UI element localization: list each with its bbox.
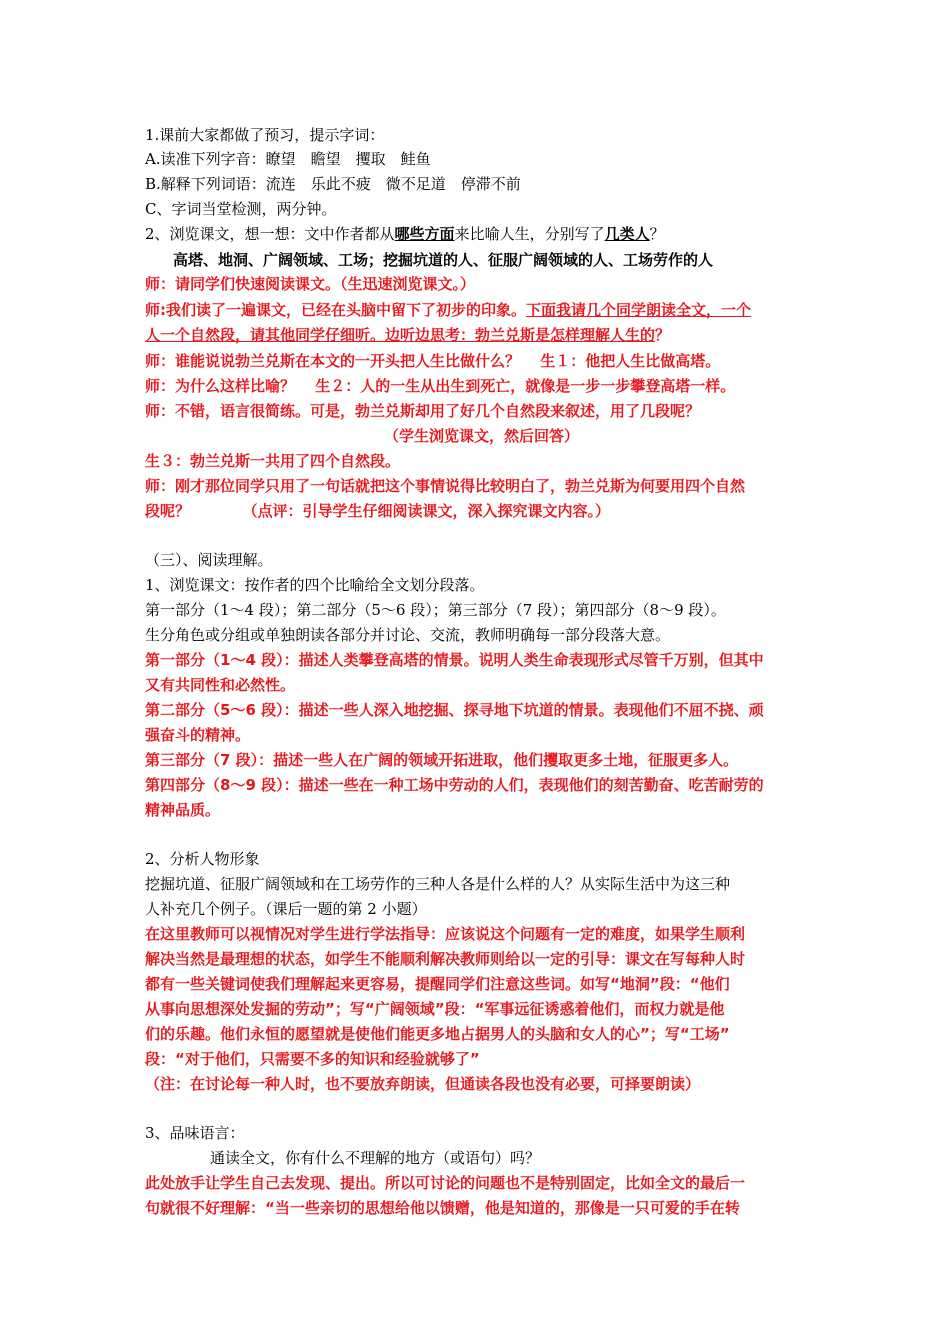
text-line: A.读准下列字音：瞭望 瞻望 攫取 鲑鱼 — [145, 150, 431, 168]
dialogue-line: 段呢？ （点评：引导学生仔细阅读课文，深入探究课文内容。） — [145, 502, 611, 520]
text-segment: ？ — [649, 225, 665, 243]
text-line: 第一部分（1～4 段）；第二部分（5～6 段）；第三部分（7 段）；第四部分（8～9 段）。 — [145, 601, 726, 619]
text-line: 生分角色或分组或单独朗读各部分并讨论、交流，教师明确每一部分段落大意。 — [145, 626, 671, 644]
question-line — [145, 222, 818, 246]
section-heading: 3、品味语言： — [145, 1124, 245, 1142]
red-text-line: 第二部分（5～6 段）：描述一些人深入地挖掘、探寻地下坑道的情景。表现他们不屈不挠、顽 — [145, 701, 764, 719]
red-text-line: 强奋斗的精神。 — [145, 726, 251, 744]
dialogue-line: 师：请同学们快速阅读课文。（生迅速浏览课文。） — [145, 275, 476, 293]
text-line: 挖掘坑道、征服广阔领域和在工场劳作的三种人各是什么样的人？从实际生活中为这三种 — [145, 875, 731, 893]
text-line: B.解释下列词语：流连 乐此不疲 微不足道 停滞不前 — [145, 175, 521, 193]
red-text-line: 又有共同性和必然性。 — [145, 676, 296, 694]
red-text-line: 解决当然是最理想的状态，如学生不能顺利解决教师则给以一定的引导：课文在写每种人时 — [145, 950, 746, 968]
emphasis-underlined: 几类人 — [604, 225, 650, 243]
red-text-line: 段：“对于他们，只需要不多的知识和经验就够了” — [145, 1050, 480, 1068]
dialogue-line: （学生浏览课文，然后回答） — [383, 427, 579, 445]
text-line: C、字词当堂检测，两分钟。 — [145, 200, 337, 218]
red-text-line: 都有一些关键词使我们理解起来更容易，提醒同学们注意这些词。如写“地洞”段：“他们 — [145, 975, 730, 993]
red-text-line: 在这里教师可以视情况对学生进行学法指导：应该说这个问题有一定的难度，如果学生顺利 — [145, 925, 746, 943]
red-text-line: 们的乐趣。他们永恒的愿望就是使他们能更多地占据男人的头脑和女人的心”；写“工场” — [145, 1025, 730, 1043]
underlined-text: 人一个自然段，请其他同学仔细听。边听边思考：勃兰兑斯是怎样理解人生的 — [145, 326, 656, 344]
answer-line: 高塔、地洞、广阔领域、工场；挖掘坑道的人、征服广阔领域的人、工场劳作的人 — [173, 251, 714, 269]
underlined-text: 下面我请几个同学朗读全文，一个 — [526, 301, 752, 319]
dialogue-line — [145, 323, 818, 347]
text-segment: ？ — [655, 326, 671, 344]
text-segment: 师:我们读了一遍课文，已经在头脑中留下了初步的印象。 — [145, 301, 527, 319]
red-text-line: 精神品质。 — [145, 801, 221, 819]
red-text-line: 此处放手让学生自己去发现、提出。所以可讨论的问题也不是特别固定，比如全文的最后一 — [145, 1174, 746, 1192]
red-text-line: 句就很不好理解：“当一些亲切的思想给他以馈赠，他是知道的，那像是一只可爱的手在转 — [145, 1199, 740, 1217]
text-segment: 2、浏览课文，想一想：文中作者都从 — [145, 225, 395, 243]
text-line: 人补充几个例子。（课后一题的第 2 小题） — [145, 900, 427, 918]
text-line: 1.课前大家都做了预习，提示字词： — [145, 126, 385, 144]
dialogue-line: 师：不错，语言很简练。可是，勃兰兑斯却用了好几个自然段来叙述，用了几段呢？ — [145, 402, 701, 420]
dialogue-line — [145, 298, 818, 322]
note-line: （注：在讨论每一种人时，也不要放弃朗读，但通读各段也没有必要，可择要朗读） — [145, 1075, 701, 1093]
red-text-line: 从事向思想深处发掘的劳动”；写“广阔领域”段：“军事远征诱惑着他们，而权力就是他 — [145, 1000, 725, 1018]
dialogue-line: 师：刚才那位同学只用了一句话就把这个事情说得比较明白了，勃兰兑斯为何要用四个自然 — [145, 477, 746, 495]
emphasis-underlined: 哪些方面 — [394, 225, 455, 243]
red-text-line: 第一部分（1～4 段）：描述人类攀登高塔的情景。说明人类生命表现形式尽管千万别，但其中 — [145, 651, 764, 669]
text-line: 通读全文，你有什么不理解的地方（或语句）吗？ — [210, 1149, 541, 1167]
text-segment: 来比喻人生，分别写了 — [454, 225, 605, 243]
red-text-line: 第三部分（7 段）：描述一些人在广阔的领域开拓进取，他们攫取更多土地，征服更多人。 — [145, 751, 739, 769]
section-heading: （三）、阅读理解。 — [145, 551, 273, 569]
section-heading: 2、分析人物形象 — [145, 850, 260, 868]
red-text-line: 第四部分（8～9 段）：描述一些在一种工场中劳动的人们，表现他们的刻苦勤奋、吃苦耐劳的 — [145, 776, 764, 794]
dialogue-line: 师：为什么这样比喻？ 生２：人的一生从出生到死亡，就像是一步一步攀登高塔一样。 — [145, 377, 736, 395]
dialogue-line: 生３：勃兰兑斯一共用了四个自然段。 — [145, 452, 401, 470]
dialogue-line: 师：谁能说说勃兰兑斯在本文的一开头把人生比做什么？ 生１：他把人生比做高塔。 — [145, 352, 721, 370]
text-line: 1、浏览课文：按作者的四个比喻给全文划分段落。 — [145, 576, 485, 594]
